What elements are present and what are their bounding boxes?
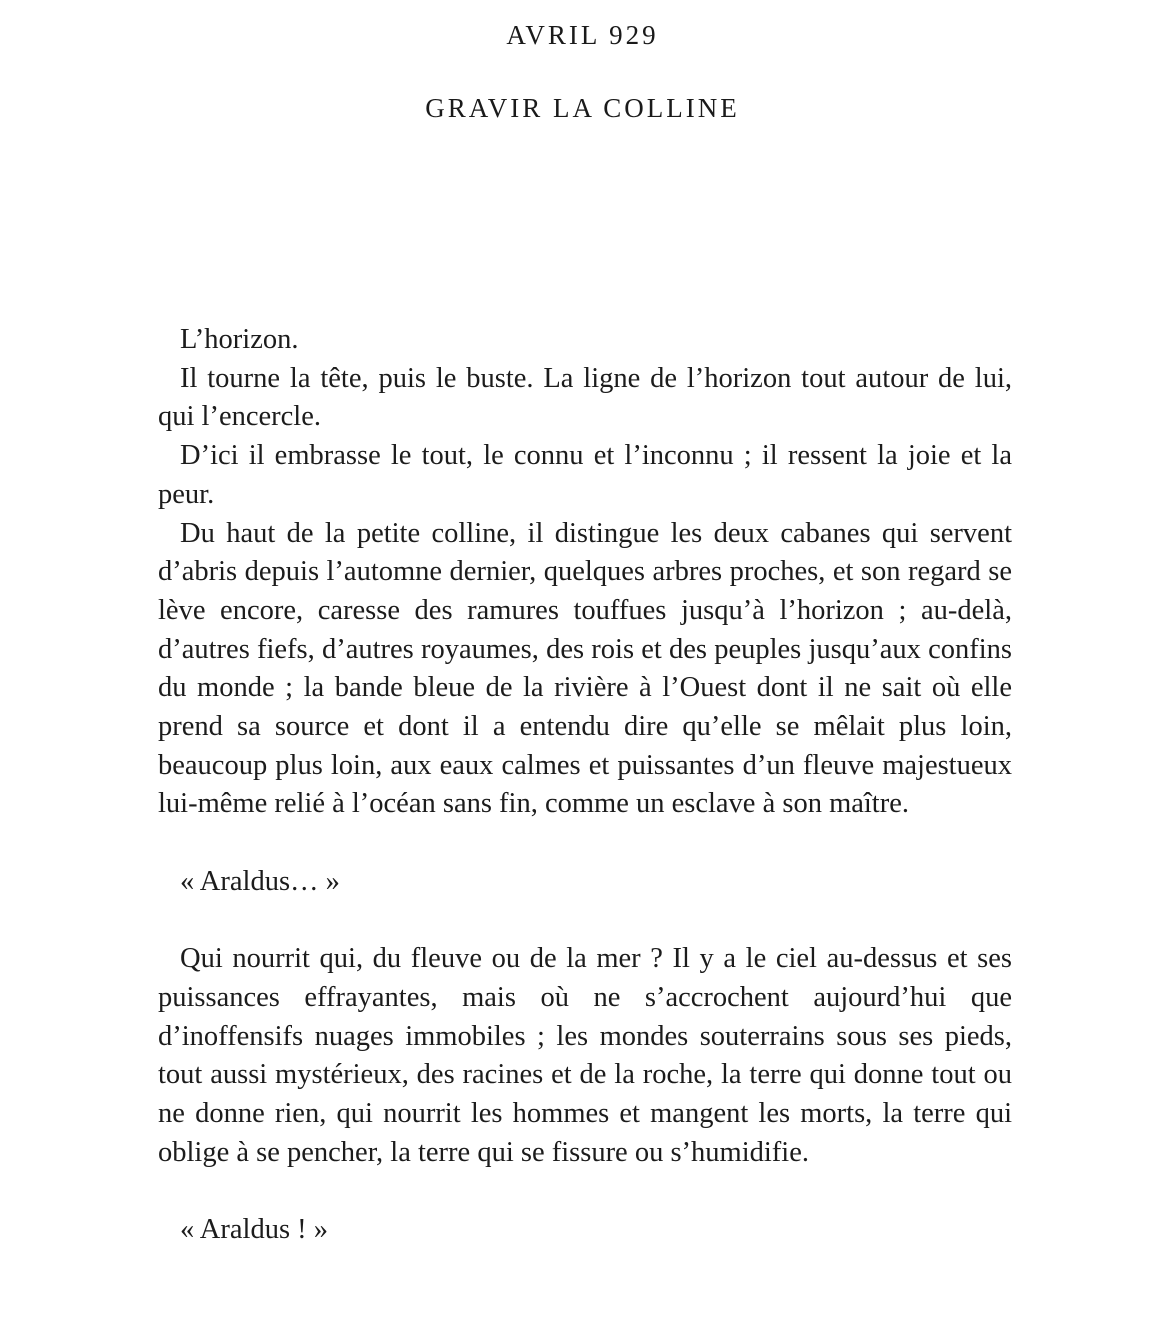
chapter-body xyxy=(158,321,1012,1250)
paragraph: Du haut de la petite colline, il distingue les deux cabanes qui servent d’abris depuis l’automne dernier, quelques arbres proches, et son regard se lève encore, caresse des ramures touffues jusqu’à l’horizon ; au-delà, d’autres fiefs, d’autres royaumes, des rois et des peuples jusqu’aux confins du monde ; la bande bleue de la rivière à l’Ouest dont il ne sait où elle prend sa source et dont il a entendu dire qu’elle se mêlait plus loin, beaucoup plus loin, aux eaux calmes et puissantes d’un fleuve majestueux lui-même relié à l’océan sans fin, comme un esclave à son maître. xyxy=(158,517,1012,820)
paragraph: Qui nourrit qui, du fleuve ou de la mer ? Il y a le ciel au-dessus et ses puissances effrayantes, mais où ne s’accrochent aujourd’hui que d’inoffensifs nuages immobiles ; les mondes souterrains sous ses pieds, tout aussi mystérieux, des racines et de la roche, la terre qui donne tout ou ne donne rien, qui nourrit les hommes et mangent les morts, la terre qui oblige à se pencher, la terre qui se fissure ou s’humidifie. xyxy=(158,943,1012,1168)
paragraph: D’ici il embrasse le tout, le connu et l’inconnu ; il ressent la joie et la peur. xyxy=(158,440,1012,510)
blank-line xyxy=(158,1172,1012,1211)
dialogue-line: « Araldus ! » xyxy=(180,1214,329,1246)
blank-line xyxy=(158,902,1012,941)
chapter-title: GRAVIR LA COLLINE xyxy=(425,93,740,123)
paragraph: Il tourne la tête, puis le buste. La ligne de l’horizon tout autour de lui, qui l’encercle. xyxy=(158,362,1012,433)
dialogue-line: « Araldus… » xyxy=(180,865,340,897)
paragraph: L’horizon. xyxy=(180,324,299,355)
chapter-date-heading: AVRIL 929 xyxy=(506,20,659,50)
blank-line xyxy=(158,824,1012,863)
